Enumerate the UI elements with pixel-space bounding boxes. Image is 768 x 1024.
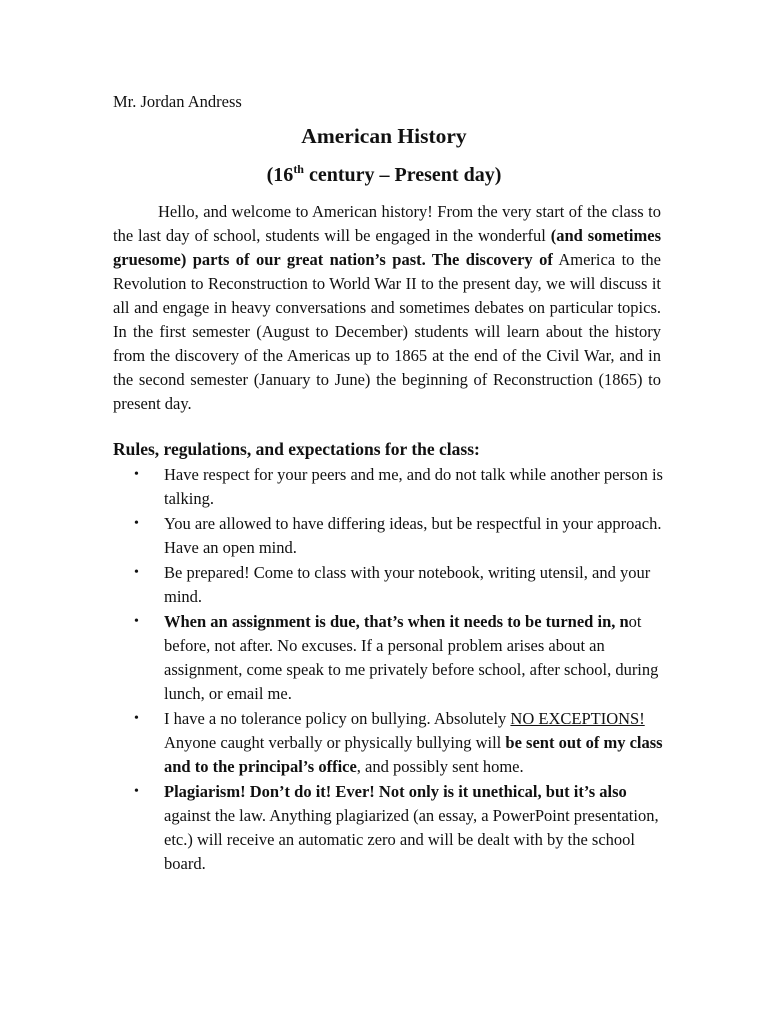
bullet-icon: • [134, 784, 139, 799]
subtitle-prefix: (16 [266, 164, 294, 186]
rule-text-underlined: NO EXCEPTIONS! [510, 709, 645, 728]
bullet-icon: • [134, 614, 139, 629]
author-name: Mr. Jordan Andress [113, 92, 242, 111]
bullet-icon: • [134, 565, 139, 580]
intro-text-2: America to the Revolution to Reconstruction to World War II to the present day, we will discuss it all and engage in heavy conversations and sometimes debates on particular topics. In the first semester (August to December) students will learn about the history from the discovery of the Americas up to 1865 at the end of the Civil War, and in the second semester (January to June) the beginning of Reconstruction (1865) to present day. [113, 250, 661, 413]
subtitle-superscript: th [293, 162, 304, 176]
rule-item-bullying [113, 707, 673, 779]
rule-item-be-prepared [113, 561, 673, 609]
rule-text-bold: When an assignment is due, that’s when it needs to be turned in, n [164, 612, 629, 631]
rule-text: ot before, not after. No excuses. If a personal problem arises about an assignment, come speak to me privately before school, after school, during lunch, or email me. [164, 612, 659, 703]
intro-text-1: Hello, and welcome to American history! From the very start of the class to the last day of school, students will be engaged in the wonderful [113, 202, 661, 245]
rule-item-plagiarism [113, 780, 673, 876]
intro-text-bold: (and sometimes gruesome) parts of our great nation’s past. The discovery of [113, 226, 662, 269]
bullet-icon: • [134, 711, 139, 726]
subtitle-suffix: century – Present day) [303, 164, 502, 186]
rules-list [113, 463, 673, 876]
intro-paragraph [113, 200, 661, 416]
rule-item-assignments [113, 610, 673, 706]
rule-text: , and possibly sent home. [356, 757, 524, 776]
rule-text: Be prepared! Come to class with your notebook, writing utensil, and your mind. [164, 563, 651, 606]
rule-text: I have a no tolerance policy on bullying. Absolutely [164, 709, 511, 728]
rule-item-differing-ideas [113, 512, 673, 560]
rule-text-bold: be sent out of my class and to the principal’s office [164, 733, 663, 776]
bullet-icon: • [134, 516, 139, 531]
rule-text: Anyone caught verbally or physically bullying will [164, 733, 506, 752]
rule-text: Have respect for your peers and me, and do not talk while another person is talking. [164, 465, 663, 508]
document-title: American History [301, 124, 467, 148]
rules-heading: Rules, regulations, and expectations for the class: [113, 439, 480, 459]
document-subtitle [0, 164, 768, 187]
rule-item-respect [113, 463, 673, 511]
rule-text-bold: Plagiarism! Don’t do it! Ever! Not only is it unethical, but it’s also [164, 782, 627, 801]
rule-text: against the law. Anything plagiarized (an essay, a PowerPoint presentation, etc.) will receive an automatic zero and will be dealt with by the school board. [164, 806, 659, 873]
rule-text: You are allowed to have differing ideas, but be respectful in your approach. Have an open mind. [164, 514, 662, 557]
bullet-icon: • [134, 467, 139, 482]
